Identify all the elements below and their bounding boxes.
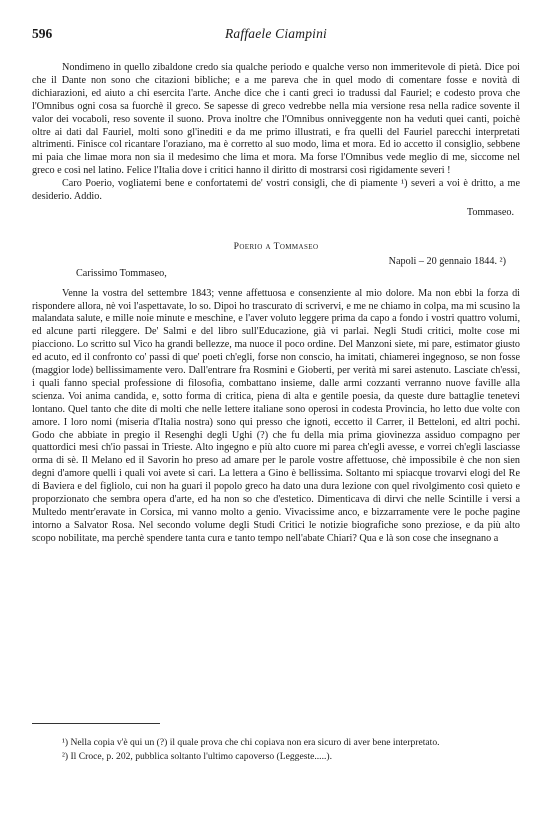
footnotes [32,736,520,763]
footnote: ¹) Nella copia v'è qui un (?) il quale prova che chi copiava non era sicuro di aver bene interpretato. [62,737,440,748]
page-number: 596 [32,26,53,41]
signature: Tommaseo. [466,206,514,218]
paragraph: Nondimeno in quello zibaldone credo sia qualche periodo e qualche verso non immeritevole di pietà. Dice poi che il Dante non sono che citazioni bibliche; e a me pareva che in quel modo di comentare fosse e novità di dichiarazioni, ed aiuto a chi esercita l'arte. Anche dice che i canti greci io tradussi dal Fauriel; e codesto prova che l'Omnibus ogni cosa sa fuorchè il greco. Se sapesse di greco vedrebbe nella mia versione resa nella radice sovente il valor dei vocaboli, reso sovente il suono. Prova inoltre che l'Omnibus onniveggente non ha veduti quei canti, poichè oltre ai dati dal Fauriel, molti sono gl'inediti e da me primo illustrati, e fra quelli del Fauriel parecchi interpretati altrimenti. Finisce col ricantare l'oraziano, ma è corretto al suo modo, lima et mora. Ed io accetto il consiglio, sebbene mi paia che limae mora non sia il medesimo che lima et mora. Ma forse l'Omnibus vede meglio di me, siccome nel greco e così nel latino. Felice l'Italia dove i critici hanno il diritto di mostrarsi così rigidamente severi ! [32,62,520,177]
footnote: ²) Il Croce, p. 202, pubblica soltanto l'ultimo capoverso (Leggeste.....). [62,751,332,762]
main-text [32,62,520,546]
paragraph: Caro Poerio, vogliatemi bene e confortatemi de' vostri consigli, che di piamente ¹) severi a voi è dritto, a me desiderio. Addio. [32,178,520,203]
paragraph: Venne la vostra del settembre 1843; venne affettuosa e consenziente al mio dolore. Ma non ebbi la forza di rispondere allora, nè voi l'aspettavate, lo so. Dipoi ho trascurato di scrivervi, e me ne chiamo in colpa, ma mi scusino la malandata salute, e mille noie minute e meschine, e l'aver voluto leggere prima da capo a fondo i vostri quattro volumi, ed alcune parti rileggere. De' Salmi e del libro sull'Educazione, già vi parlai. Negli Studi critici, molte cose mi piacciono. Lo scritto sul Vico ha grandi bellezze, ma nuoce il poco ordine. Del Manzoni siete, mi pare, estimator giusto ed acuto, ed il confronto co' passi di que' poeti ch'egli, forse non conscio, ha imitati, chiamerei ingegnoso, se non fosse (maggior lode) bellissimamente vero. Dall'entrare fra Rosmini e Gioberti, per verità mi sarei astenuto. Lasciate ch'essi, i quali fanno special professione di filosofia, combattano insieme, dalle armi cozzanti verranno nuove faville alla scienza. Voi anima candida, e, sotto forma di critica, piena di alta e gentile poesia, da queste dure battaglie tenetevi lontano. Quel tanto che dite di molti che nelle lettere italiane sono operosi in codesta Provincia, ho letto due volte con amore. I loro nomi (miseria d'Italia nostra) sono qui presso che ignoti, eccetto il Carrer, il Betteloni, ed altri pochi. Godo che abbiate in pregio il Resenghi degli Ughi (?) che fu della mia prima giovinezza assiduo compagno per quattordici mesi ch'io passai in Trieste. Alto ingegno e più alto cuore mi parea ch'egli avesse, e vorrei ch'egli lasciasse orma di sè. Il Melano ed il Savorin ho preso ad amare per le parole vostre affettuose, chè impossibile è che non sien degni d'amore quelli i quali voi avete sì cari. La lettera a Gino è bellissima. Soltanto mi spiacque trovarvi elogi del Re di Baviera e del figliolo, cui non ha guari il popolo greco ha dato una dura lezione con quel rivolgimento così quieto e proporzionato che sembra opera d'arte, ed ha non so che d'estetico. Dimenticava di dirvi che nelle Scintille i versi a Multedo mentr'eravate in Corsica, mi vanno molto a genio. Vivacissime anco, e bizzarramente vere le poche pagine intorno a Salvator Rosa. Nel secondo volume degli Studi Critici le notizie biografiche sono preziose, e da più alto scopo nobilitate, ma perchè spendere tanta cura e tanto tempo nell'abate Chiari? Qua e là son cose che insegnano a [32,287,520,544]
letter-heading: Poerio a Tommaseo [233,240,319,252]
page-header [32,26,520,42]
salutation: Carissimo Tommaseo, [76,267,167,279]
running-head: Raffaele Ciampini [224,26,327,41]
dateline: Napoli – 20 gennaio 1844. ²) [388,255,506,267]
footnote-divider [32,723,160,724]
